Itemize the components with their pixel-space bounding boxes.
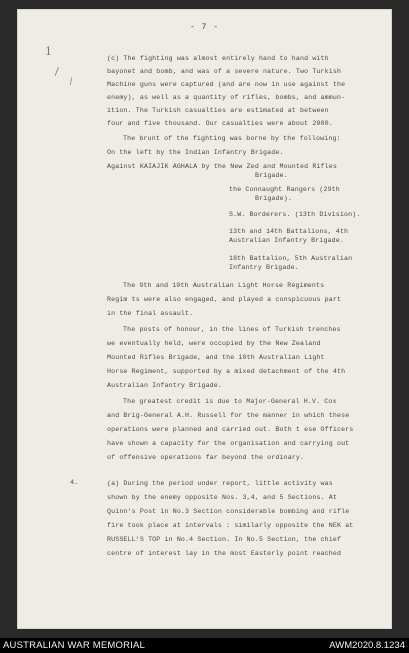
text-line: Quinn's Post in No.3 Section considerable bombing and rifle [107, 508, 350, 515]
text-line: bayonet and bomb, and was of a severe nature. Two Turkish [107, 68, 342, 75]
text-line: The 9th and 10th Australian Light Horse Regiments [123, 282, 325, 289]
page-number: - 7 - [189, 23, 219, 32]
text-line: Machine guns were captured (and are now in use against the [107, 81, 346, 88]
text-line: Against KAIAJIK AGHALA by the New Zed and Mounted Rifles [107, 163, 337, 170]
document-page [17, 9, 392, 629]
text-line: 13th and 14th Battalions, 4th [229, 228, 349, 235]
text-line: ition. The Turkish casualties are estimated at between [107, 107, 329, 114]
footer-bar [0, 638, 409, 653]
text-line: (c) The fighting was almost entirely hand to hand with [107, 55, 329, 62]
text-line: Mounted Rifles Brigade, and the 10th Australian Light [107, 354, 325, 361]
text-line: enemy), as well as a quantity of rifles, bombs, and ammun- [107, 94, 346, 101]
text-line: Regim ts were also engaged, and played a conspicuous part [107, 296, 342, 303]
text-line: Australian Infantry Brigade. [107, 382, 222, 389]
text-line: Brigade). [255, 195, 292, 202]
footer-credit: AUSTRALIAN WAR MEMORIAL [3, 640, 146, 651]
text-line: Brigade. [255, 172, 288, 179]
text-line: 18th Battalion, 5th Australian [229, 255, 353, 262]
text-line: S.W. Borderers. (13th Division). [229, 211, 361, 218]
text-line: shown by the enemy opposite Nos. 3,4, and 5 Sections. At [107, 494, 337, 501]
text-line: fire took place at intervals : similarly opposite the NEK at [107, 522, 354, 529]
text-line: operations were planned and carried out. Both t ese Officers [107, 426, 354, 433]
text-line: in the final assault. [107, 310, 194, 317]
margin-mark: \ [51, 65, 63, 78]
footer-accession-number: AWM2020.8.1234 [329, 640, 405, 651]
text-line: The posts of honour, in the lines of Turkish trenches [123, 326, 341, 333]
text-line: we eventually held, were occupied by the New Zealand [107, 340, 321, 347]
text-line: of offensive operations far beyond the ordinary. [107, 454, 305, 461]
text-line: The greatest credit is due to Major-General H.V. Cox [123, 398, 337, 405]
text-line: Australian Infantry Brigade. [229, 237, 344, 244]
margin-mark: 1 [45, 45, 52, 58]
text-line: RUSSELL'S TOP in No.4 Section. In No.5 Section, the chief [107, 536, 342, 543]
text-line: (a) During the period under report, little activity was [107, 480, 333, 487]
text-line: centre of interest lay in the most Easterly point reached [107, 550, 342, 557]
text-line: four and five thousand. Our casualties were about 2000. [107, 120, 333, 127]
text-line: Infantry Brigade. [229, 264, 299, 271]
text-line: and Brig-General A.H. Russell for the manner in which these [107, 412, 350, 419]
text-line: Horse Regiment, supported by a mixed detachment of the 4th [107, 368, 346, 375]
margin-mark: \ [66, 76, 75, 88]
text-line: have shown a capacity for the organisation and carrying out [107, 440, 350, 447]
text-line: On the left by the Indian Infantry Brigade. [107, 149, 284, 156]
text-line: the Connaught Rangers (29th [229, 186, 340, 193]
text-line: The brunt of the fighting was borne by the following: [123, 135, 341, 142]
section-number: 4. [70, 479, 79, 487]
